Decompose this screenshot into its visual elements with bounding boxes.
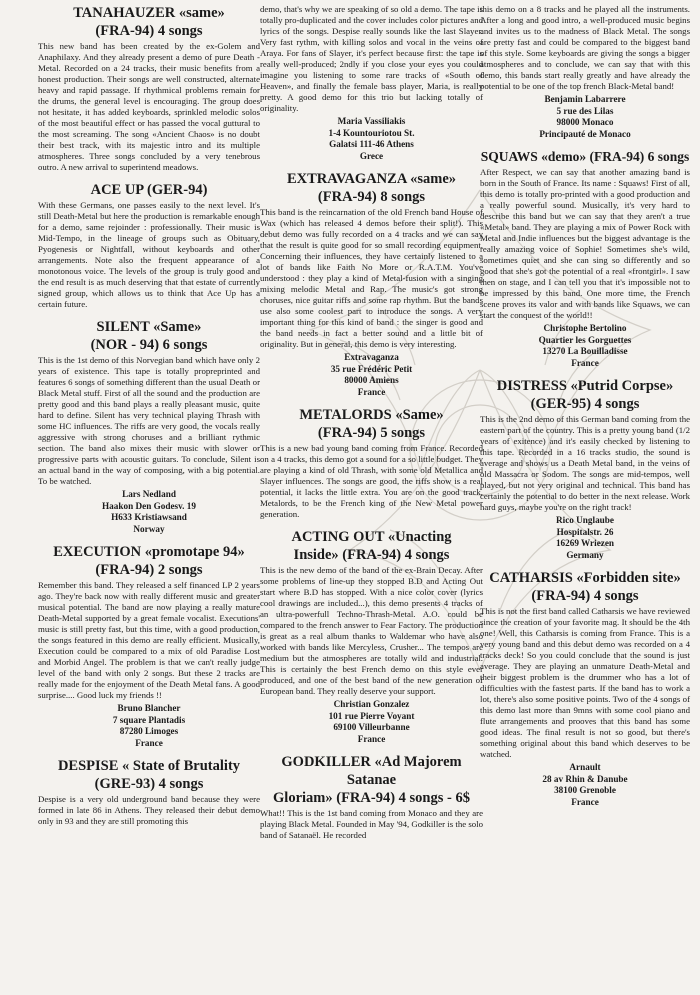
review-body: This is the 1st demo of this Norvegian band which have only 2 years of existence. This tape is totally propreprinted and features 6 songs of something different than the usual Death or Black Metal stuff. First of all the sound and the production are pretty good and this band plays a really pleasant music, quite hard to define. Silent has very technical playing Thrash with some HC influences. The riffs are very good, the vocals really aggressive with strong choruses and a brilliant rythmic section. The band also mixes their music with slower or progressive parts with acoustic guitars. To conclude, Silent is an actual band in the way of composing, with a big potential. To be watched. bbox=[38, 355, 260, 486]
review-body: This is not the first band called Catharsis we have reviewed since the creation of your favorite mag. It should be the 4th one! Well, this Catharsis is coming from France. This is a very young band and this debut demo was recorded on a 4 tracks deck! So you could conclude that the sound is just average. They are playing an unmature Death-Metal and their biggest problem is the drummer who has a lot of difficulties with the fastest parts. If the band has to work a lot, there's also some positive points. Two of the 4 songs of this demo last more than 9mns with some cool piano and flute arrangements and prooves that this band has some good ideas. The final result is not so good, but there's something original about this band which deserves to be watched. bbox=[480, 606, 690, 759]
title-line: EXTRAVAGANZA «same» bbox=[286, 171, 457, 187]
contact-line: France bbox=[571, 796, 599, 807]
contact-line: 87280 Limoges bbox=[119, 726, 179, 736]
review-title bbox=[38, 4, 260, 40]
contact-address bbox=[480, 762, 690, 808]
contact-line: 7 square Plantadis bbox=[112, 714, 186, 725]
title-line: (GRE-93) 4 songs bbox=[94, 776, 204, 792]
title-line: Gloriam» (FRA-94) 4 songs - 6$ bbox=[273, 790, 470, 806]
review-squaws bbox=[480, 148, 690, 369]
title-line: DISTRESS «Putrid Corpse» bbox=[496, 378, 674, 394]
review-title bbox=[260, 528, 483, 564]
title-line: Inside» (FRA-94) 4 songs bbox=[293, 547, 450, 563]
contact-line: Hospitalstr. 26 bbox=[556, 526, 614, 537]
title-line: SILENT «Same» bbox=[96, 319, 202, 335]
contact-address bbox=[38, 489, 260, 535]
review-extravaganza bbox=[260, 170, 483, 398]
contact-address bbox=[480, 515, 690, 561]
review-metalords bbox=[260, 406, 483, 520]
review-title bbox=[260, 170, 483, 206]
contact-line: Germany bbox=[566, 549, 604, 560]
contact-line: Norway bbox=[133, 523, 165, 534]
review-body: After Respect, we can say that another amazing band is born in the South of France. Its name : Squaws! First of all, this demo is totally pro-printed with a good production and a really powerful sound. Musically, it's very hard to describe this band but we can say that they aren't a true «Metal» band. They are playing a mix of Power Rock with Metal and Indie influences but the biggest advantage is the really amazing voice of Sophie! Sometimes she's wild, sometimes quiet and she can sing so differently and so good that she's got the potential of a real «frontgirl». I saw then on stage, and I can tell you that it's impossible not to be impressed by this band. One more time, the French scene proves its valor and with bands like Squaws, we can start the conquest of the world!! bbox=[480, 167, 690, 320]
contact-address bbox=[260, 116, 483, 162]
contact-line: 1-4 Kountouriotou St. bbox=[328, 127, 415, 138]
review-silent bbox=[38, 318, 260, 535]
review-body: With these Germans, one passes easily to the next level. It's still Death-Metal but here the production is remarkable enough for a demo, same rejoinder : professionally. Their music is Mid-Tempo, in the lineage of groups such as Obituary, Pyogenesis or Nightfall, without keyboards and other arrangements. Note also the frequent appearance of a monotonous voice. The levels of the group is truly good and the end result is as much deserving that that estate of currently signed group, which allows us to think that Ace Up has a certain future. bbox=[38, 200, 260, 309]
contact-line: Maria Vassiliakis bbox=[337, 116, 406, 126]
review-title bbox=[38, 543, 260, 579]
contact-line: Arnault bbox=[569, 762, 601, 772]
contact-line: 80000 Amiens bbox=[344, 375, 399, 385]
contact-line: France bbox=[571, 357, 599, 368]
review-title bbox=[480, 148, 690, 166]
review-ace-up bbox=[38, 181, 260, 310]
title-line: SQUAWS «demo» (FRA-94) 6 songs bbox=[480, 149, 690, 164]
review-body: This is the new demo of the band of the ex-Brain Decay. After some problems of line-up they stopped B.D and Acting Out start where B.D has stopped. With a nice color cover (lyrics cool drawings are included...), this demo presents 4 tracks of an ultra-powerfull Techno-Thrash-Metal. A.O. could be compared to the french answer to Fear Factory. The production is great as a real album thanks to Waldemar who have also worked with bands like Mercyless, Crusher... The tempos are medium but the atmospheres are totally wild and industrial. This is certainly the best French demo on this style ever produced, and one of the best band of the new generation of European band. They really deserve your support. bbox=[260, 565, 483, 696]
contact-line: Haakon Den Godesv. 19 bbox=[102, 500, 196, 511]
title-line: (FRA-94) 4 songs bbox=[531, 588, 639, 604]
review-body: demo, that's why we are speaking of so old a demo. The tape is totally pro-duplicated and the cover includes color pictures and lyrics of the songs. Despise really sounds like the last Slayer. Very fast rythm, with killing solos and vocal in the veins of Araya. For fans of Slayer, it's perfect because first: the tape is really well-produced; 2ndly if you close your eyes you could imagine you listening to some rare tracks of «South of Heaven», and finally the female bass player, Maria, is really pretty. A good demo for this trio but lacking totally of originality. bbox=[260, 4, 483, 113]
title-line: METALORDS «Same» bbox=[299, 407, 444, 423]
contact-line: Grece bbox=[359, 150, 384, 161]
title-line: (FRA-94) 4 songs bbox=[95, 23, 203, 39]
review-body: Remember this band. They released a self financed LP 2 years ago. They're back now with really different music and greater musical potential. The band are now playing a really mature Death-Metal supported by a great female vocalist. Executions' music is still pretty fast, but this time, with a good production, the songs featured in this demo are really efficient. Musically, Execution could be compared to a mix of old Paradise Lost and Morbid Angel. The problem is that we can't really judge level of the band with only 2 songs. But these 2 tracks are really made for the enjoyment of the Death Metal fans. A good surprise.... Good luck my friends !! bbox=[38, 580, 260, 700]
contact-line: 35 rue Frédéric Petit bbox=[330, 363, 413, 374]
review-body: This new band has been created by the ex-Golem and Anaphilaxy. And they already present a demo of pure Death - Metal. Recorded on a 24 tracks, their music benefits from a honest production. Their songs are well constructed, alternate heavy and rapid passage. If rhythmical problems remain for the drums, the general level is encouraging. The group does not hesitate, it has added keyboards, sprinkled melodic solos of the most beautiful effect or has passed the vocal guttural to the most screaming. The song «Ancient Chaos» is no doubt their best track, with its majestic intro and its multiple atmospheres. Three songs concluded by a very tenebrous outro. A new arrival to superintend meadows. bbox=[38, 41, 260, 172]
review-acting-out bbox=[260, 528, 483, 745]
review-despise bbox=[38, 757, 260, 827]
title-line: GODKILLER «Ad Majorem Satanae bbox=[281, 754, 462, 788]
review-body: this demo on a 8 tracks and he played all the instruments. After a long and good intro, a well-produced music begins and invites us to the madness of Black Metal. The songs are pretty fast and could be compared to the biggest band of this style. Some keyboards are giving the songs a bigger atmospheres and to conclude, we can say that with this demo, this bands start really greatly and have already the potential to be one of the top french Black-Metal band! bbox=[480, 4, 690, 91]
contact-line: 16269 Wriezen bbox=[555, 538, 615, 548]
review-title bbox=[480, 377, 690, 413]
review-title bbox=[38, 318, 260, 354]
contact-line: Christophe Bertolino bbox=[543, 323, 627, 333]
contact-line: Quartier les Gorguettes bbox=[538, 334, 632, 345]
review-body: This is a new bad young band coming from France. Recorded on a 4 tracks, this demo got a sound for a so little budget. They are playing a kind of old Thrash, with some old Metallica and Slayer influences. The songs are good, the riffs show is a real potential, it lacks the little extra. You are on the good track, Metalords, to be the French king of the New Metal power generation. bbox=[260, 443, 483, 519]
contact-line: 98000 Monaco bbox=[556, 117, 614, 127]
contact-line: H633 Kristiawsand bbox=[111, 512, 187, 522]
title-line: ACE UP (GER-94) bbox=[90, 182, 208, 198]
contact-line: Lars Nedland bbox=[122, 489, 176, 499]
contact-address bbox=[480, 323, 690, 369]
column-3 bbox=[480, 4, 690, 813]
title-line: (GER-95) 4 songs bbox=[530, 396, 640, 412]
title-line: (FRA-94) 2 songs bbox=[95, 562, 203, 578]
review-despise-continued bbox=[260, 4, 483, 162]
title-line: ACTING OUT «Unacting bbox=[291, 529, 452, 545]
review-title bbox=[260, 753, 483, 807]
contact-line: 101 rue Pierre Voyant bbox=[328, 710, 415, 721]
review-body: This is the 2nd demo of this German band coming from the eastern part of the country. This is a pretty young band (1/2 years of exitence) and it's easily checked by listening to this tape. Recorded in a 16 tracks studio, the sound is average and shows us a Death Metal band, in the veins of old Massacra or Sodom. The songs are mid-tempos, well played, but not very original and technical. This band has certainly the potential to do better in the next release. Work hard guys, maybe you're on the right track! bbox=[480, 414, 690, 512]
review-execution bbox=[38, 543, 260, 749]
review-title bbox=[38, 181, 260, 199]
title-line: (FRA-94) 8 songs bbox=[317, 189, 426, 205]
contact-line: Galatsi 111-46 Athens bbox=[329, 139, 414, 149]
contact-line: France bbox=[135, 737, 163, 748]
review-tanahauzer bbox=[38, 4, 260, 173]
title-line: CATHARSIS «Forbidden site» bbox=[489, 570, 681, 586]
contact-line: Principauté de Monaco bbox=[539, 128, 631, 139]
review-godkiller-continued bbox=[480, 4, 690, 140]
review-title bbox=[260, 406, 483, 442]
contact-line: France bbox=[357, 733, 386, 744]
review-catharsis bbox=[480, 569, 690, 808]
contact-address bbox=[38, 703, 260, 749]
title-line: TANAHAUZER «same» bbox=[73, 5, 225, 21]
review-distress bbox=[480, 377, 690, 561]
contact-line: 28 av Rhin & Danube bbox=[542, 773, 628, 784]
title-line: (NOR - 94) 6 songs bbox=[90, 337, 208, 353]
column-2 bbox=[260, 4, 483, 846]
contact-line: Rico Unglaube bbox=[556, 515, 614, 525]
review-title bbox=[480, 569, 690, 605]
contact-line: Extravaganza bbox=[344, 352, 399, 362]
contact-line: Benjamin Labarrere bbox=[544, 94, 626, 104]
title-line: EXECUTION «promotape 94» bbox=[53, 544, 245, 560]
contact-line: 38100 Grenoble bbox=[554, 785, 616, 795]
review-godkiller bbox=[260, 753, 483, 841]
title-line: (FRA-94) 5 songs bbox=[317, 425, 426, 441]
contact-line: Bruno Blancher bbox=[117, 703, 181, 713]
contact-line: 13270 La Bouilladisse bbox=[542, 346, 628, 356]
contact-address bbox=[260, 699, 483, 745]
column-1 bbox=[38, 4, 260, 832]
review-body: Despise is a very old underground band because they were formed in late 86 in Athens. They released their debut demo only in 93 and they are still promoting this bbox=[38, 794, 260, 826]
title-line: DESPISE « State of Brutality bbox=[57, 758, 241, 774]
review-title bbox=[38, 757, 260, 793]
contact-line: Christian Gonzalez bbox=[333, 699, 410, 709]
contact-line: France bbox=[357, 386, 386, 397]
review-body: This band is the reincarnation of the old French band House of Wax (which has released 4 demos before their split!). This debut demo was fully recorded on a 4 tracks and we can say that the result is quite good for so small recording equipment. Concerning their influences, they have certainly listened to a lot of bands like Faith No More or R.A.T.M. You've understood : they play a kind of Metal-fusion with a singing mixing melodic Metal and Rap. The music's got strong choruses, nice guitar riffs and some rap rhythm. But the bands use also some coolest part to introduce the songs. A very important thing for this kind of band : the singer is good and the band needs in fact a better sound and a little bit of originality. But in general, this demo is very interesting. bbox=[260, 207, 483, 349]
contact-address bbox=[480, 94, 690, 140]
review-body: What!! This is the 1st band coming from Monaco and they are playing Black Metal. Founded in May '94, Godkiller is the solo band of Satanaël. He recorded bbox=[260, 808, 483, 840]
contact-line: 69100 Villeurbanne bbox=[333, 722, 410, 732]
contact-line: 5 rue des Lilas bbox=[556, 105, 614, 116]
contact-address bbox=[260, 352, 483, 398]
